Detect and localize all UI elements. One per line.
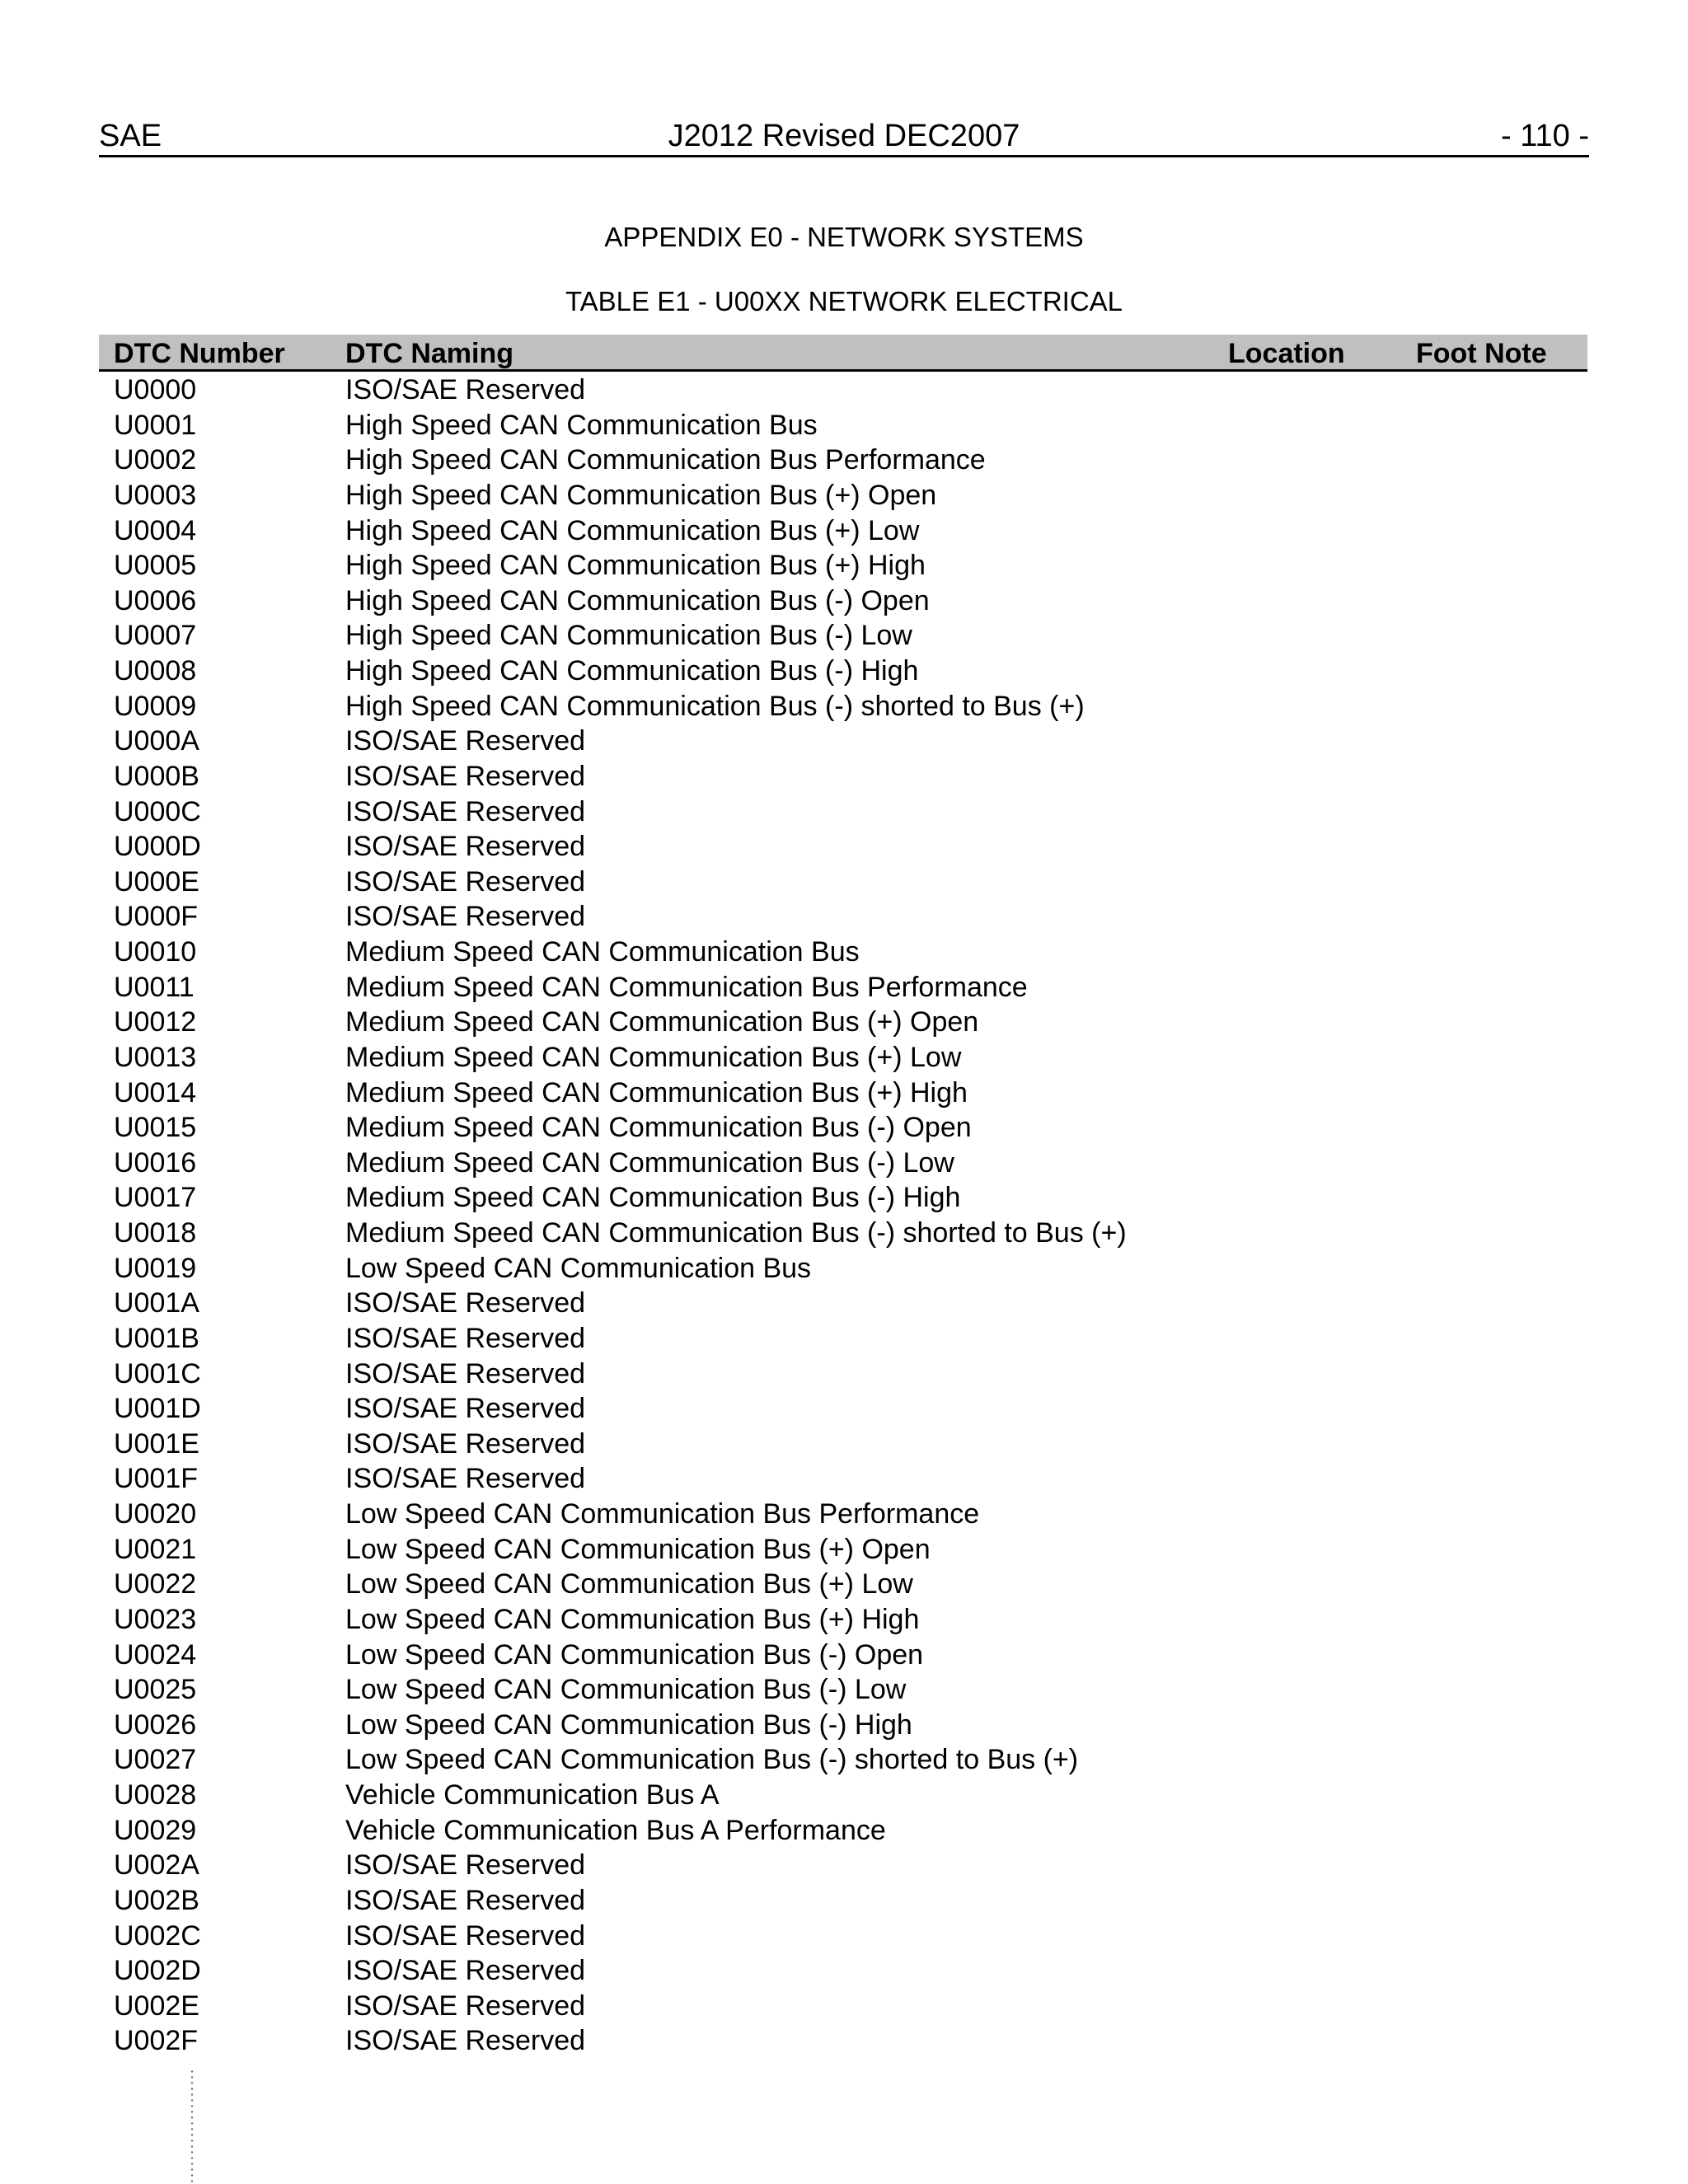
dtc-naming-cell: High Speed CAN Communication Bus Performance <box>345 444 986 476</box>
column-header-dtc-number: DTC Number <box>114 338 285 369</box>
table-row <box>99 969 1587 1005</box>
table-row <box>99 583 1587 618</box>
dtc-naming-cell: ISO/SAE Reserved <box>345 795 586 827</box>
table-row <box>99 1952 1587 1988</box>
table-row <box>99 653 1587 688</box>
dtc-naming-cell: Medium Speed CAN Communication Bus (-) Open <box>345 1112 972 1144</box>
dtc-number-cell: U0026 <box>114 1708 197 1741</box>
table-row <box>99 1637 1587 1672</box>
dtc-number-cell: U0027 <box>114 1744 197 1776</box>
dtc-number-cell: U000A <box>114 725 199 757</box>
dtc-number-cell: U001B <box>114 1322 199 1354</box>
table-row <box>99 1356 1587 1391</box>
page-header <box>99 117 1589 157</box>
dtc-number-cell: U0014 <box>114 1076 197 1108</box>
dtc-number-cell: U0023 <box>114 1603 197 1635</box>
column-header-dtc-naming: DTC Naming <box>345 338 513 369</box>
table-row <box>99 513 1587 548</box>
table-row <box>99 898 1587 934</box>
dtc-naming-cell: Low Speed CAN Communication Bus (+) Low <box>345 1568 913 1601</box>
dtc-naming-cell: Low Speed CAN Communication Bus (+) High <box>345 1603 920 1635</box>
dtc-naming-cell: ISO/SAE Reserved <box>345 374 586 405</box>
table-title: TABLE E1 - U00XX NETWORK ELECTRICAL <box>565 286 1123 316</box>
dtc-number-cell: U000C <box>114 795 201 827</box>
dtc-number-cell: U0009 <box>114 690 197 722</box>
dtc-number-cell: U0003 <box>114 479 197 511</box>
dtc-number-cell: U0029 <box>114 1814 197 1846</box>
dtc-naming-cell: High Speed CAN Communication Bus (+) High <box>345 550 926 582</box>
dtc-naming-cell: Medium Speed CAN Communication Bus (+) High <box>345 1076 968 1108</box>
table-header-row <box>99 335 1587 372</box>
dtc-naming-cell: Low Speed CAN Communication Bus Performance <box>345 1498 980 1530</box>
table-row <box>99 1004 1587 1039</box>
dtc-number-cell: U000E <box>114 865 199 898</box>
table-row <box>99 1285 1587 1320</box>
dtc-naming-cell: Low Speed CAN Communication Bus (-) High <box>345 1708 912 1741</box>
dtc-number-cell: U001A <box>114 1287 199 1319</box>
table-row <box>99 617 1587 653</box>
dtc-number-cell: U000F <box>114 901 199 933</box>
dtc-number-cell: U0016 <box>114 1146 197 1179</box>
table-row <box>99 828 1587 864</box>
dtc-number-cell: U0028 <box>114 1779 197 1811</box>
dtc-naming-cell: ISO/SAE Reserved <box>345 1287 586 1319</box>
table-row <box>99 442 1587 477</box>
dtc-naming-cell: ISO/SAE Reserved <box>345 831 586 863</box>
dtc-naming-cell: High Speed CAN Communication Bus (-) shorted to Bus (+) <box>345 690 1085 722</box>
dtc-number-cell: U0015 <box>114 1112 197 1144</box>
dtc-number-cell: U001E <box>114 1427 199 1460</box>
dtc-naming-cell: Low Speed CAN Communication Bus (-) shorted to Bus (+) <box>345 1744 1079 1776</box>
dtc-number-cell: U002B <box>114 1884 199 1916</box>
dtc-naming-cell: ISO/SAE Reserved <box>345 1884 586 1916</box>
dtc-number-cell: U002D <box>114 1955 201 1987</box>
dtc-number-cell: U0002 <box>114 444 197 476</box>
dotted-margin-mark <box>190 2069 194 2184</box>
table-row <box>99 864 1587 899</box>
dtc-number-cell: U0020 <box>114 1498 197 1530</box>
table-row <box>99 407 1587 443</box>
dtc-number-cell: U0018 <box>114 1217 197 1249</box>
dtc-naming-cell: High Speed CAN Communication Bus (-) Open <box>345 584 930 616</box>
dtc-naming-cell: High Speed CAN Communication Bus <box>345 409 818 441</box>
dtc-naming-cell: Low Speed CAN Communication Bus <box>345 1252 812 1284</box>
table-row <box>99 372 1587 407</box>
dtc-number-cell: U000B <box>114 760 199 792</box>
dtc-number-cell: U0006 <box>114 584 197 616</box>
column-header-foot-note: Foot Note <box>1416 338 1547 369</box>
dtc-number-cell: U001D <box>114 1393 201 1425</box>
dtc-naming-cell: Medium Speed CAN Communication Bus (-) shorted to Bus (+) <box>345 1217 1127 1249</box>
table-row <box>99 1496 1587 1531</box>
dtc-number-cell: U002F <box>114 2025 199 2057</box>
table-row <box>99 547 1587 583</box>
dtc-naming-cell: ISO/SAE Reserved <box>345 865 586 898</box>
dtc-number-cell: U0022 <box>114 1568 197 1601</box>
dtc-number-cell: U0010 <box>114 936 197 968</box>
table-row <box>99 1777 1587 1812</box>
table-row <box>99 1390 1587 1426</box>
dtc-naming-cell: Medium Speed CAN Communication Bus (-) High <box>345 1182 961 1214</box>
dtc-number-cell: U0007 <box>114 620 197 652</box>
dtc-naming-cell: High Speed CAN Communication Bus (+) Low <box>345 514 920 546</box>
dtc-naming-cell: ISO/SAE Reserved <box>345 901 586 933</box>
dtc-naming-cell: ISO/SAE Reserved <box>345 1919 586 1952</box>
table-row <box>99 1460 1587 1496</box>
dtc-table <box>99 335 1587 2058</box>
dtc-number-cell: U0000 <box>114 374 197 405</box>
table-row <box>99 688 1587 724</box>
dtc-number-cell: U0005 <box>114 550 197 582</box>
dtc-naming-cell: High Speed CAN Communication Bus (-) High <box>345 655 919 687</box>
dtc-naming-cell: ISO/SAE Reserved <box>345 1990 586 2022</box>
dtc-number-cell: U002E <box>114 1990 199 2022</box>
table-row <box>99 1215 1587 1250</box>
dtc-number-cell: U0019 <box>114 1252 197 1284</box>
table-row <box>99 1109 1587 1145</box>
dtc-naming-cell: ISO/SAE Reserved <box>345 760 586 792</box>
dtc-number-cell: U002C <box>114 1919 201 1952</box>
dtc-naming-cell: ISO/SAE Reserved <box>345 1427 586 1460</box>
dtc-number-cell: U001F <box>114 1463 199 1495</box>
table-row <box>99 1601 1587 1637</box>
dtc-number-cell: U0011 <box>114 971 195 1003</box>
table-row <box>99 758 1587 794</box>
dtc-naming-cell: ISO/SAE Reserved <box>345 2025 586 2057</box>
table-row <box>99 1812 1587 1848</box>
dtc-naming-cell: ISO/SAE Reserved <box>345 1322 586 1354</box>
table-row <box>99 1426 1587 1461</box>
dtc-naming-cell: Vehicle Communication Bus A <box>345 1779 720 1811</box>
table-row <box>99 1988 1587 2023</box>
table-row <box>99 2022 1587 2058</box>
header-org: SAE <box>99 119 162 153</box>
dtc-naming-cell: Low Speed CAN Communication Bus (+) Open <box>345 1533 931 1565</box>
table-row <box>99 1320 1587 1356</box>
table-row <box>99 1707 1587 1742</box>
dtc-number-cell: U0004 <box>114 514 197 546</box>
dtc-naming-cell: ISO/SAE Reserved <box>345 1849 586 1882</box>
dtc-number-cell: U0024 <box>114 1638 197 1671</box>
table-row <box>99 1882 1587 1918</box>
dtc-naming-cell: ISO/SAE Reserved <box>345 1463 586 1495</box>
dtc-number-cell: U001C <box>114 1357 201 1390</box>
dtc-number-cell: U0025 <box>114 1674 197 1706</box>
dtc-number-cell: U002A <box>114 1849 199 1882</box>
table-row <box>99 1671 1587 1707</box>
dtc-number-cell: U0013 <box>114 1041 197 1073</box>
dtc-naming-cell: ISO/SAE Reserved <box>345 1393 586 1425</box>
table-row <box>99 1179 1587 1215</box>
table-row <box>99 1847 1587 1882</box>
table-row <box>99 1250 1587 1286</box>
dtc-naming-cell: High Speed CAN Communication Bus (+) Open <box>345 479 937 511</box>
table-row <box>99 1531 1587 1567</box>
appendix-title: APPENDIX E0 - NETWORK SYSTEMS <box>604 222 1084 252</box>
dtc-naming-cell: Low Speed CAN Communication Bus (-) Low <box>345 1674 907 1706</box>
dtc-number-cell: U0001 <box>114 409 197 441</box>
table-row <box>99 934 1587 969</box>
dtc-naming-cell: Low Speed CAN Communication Bus (-) Open <box>345 1638 924 1671</box>
dtc-naming-cell: Medium Speed CAN Communication Bus (-) Low <box>345 1146 954 1179</box>
table-row <box>99 1566 1587 1601</box>
dtc-number-cell: U0012 <box>114 1006 197 1038</box>
dtc-naming-cell: ISO/SAE Reserved <box>345 1357 586 1390</box>
table-row <box>99 1918 1587 1953</box>
table-row <box>99 1039 1587 1075</box>
header-document-id: J2012 Revised DEC2007 <box>668 119 1020 153</box>
dtc-naming-cell: Medium Speed CAN Communication Bus <box>345 936 860 968</box>
header-page-number: - 110 - <box>1500 119 1589 153</box>
dtc-naming-cell: Vehicle Communication Bus A Performance <box>345 1814 886 1846</box>
table-row <box>99 477 1587 513</box>
dtc-number-cell: U0017 <box>114 1182 197 1214</box>
dtc-naming-cell: Medium Speed CAN Communication Bus (+) Open <box>345 1006 979 1038</box>
dtc-naming-cell: High Speed CAN Communication Bus (-) Low <box>345 620 912 652</box>
table-row <box>99 1075 1587 1110</box>
dtc-naming-cell: ISO/SAE Reserved <box>345 725 586 757</box>
dtc-number-cell: U0008 <box>114 655 197 687</box>
dtc-naming-cell: Medium Speed CAN Communication Bus Performance <box>345 971 1028 1003</box>
dtc-naming-cell: Medium Speed CAN Communication Bus (+) Low <box>345 1041 962 1073</box>
table-body <box>99 372 1587 2058</box>
dtc-naming-cell: ISO/SAE Reserved <box>345 1955 586 1987</box>
table-row <box>99 1145 1587 1180</box>
column-header-location: Location <box>1228 338 1345 369</box>
dtc-number-cell: U0021 <box>114 1533 197 1565</box>
table-row <box>99 723 1587 758</box>
table-row <box>99 794 1587 829</box>
dtc-number-cell: U000D <box>114 831 201 863</box>
table-row <box>99 1741 1587 1777</box>
